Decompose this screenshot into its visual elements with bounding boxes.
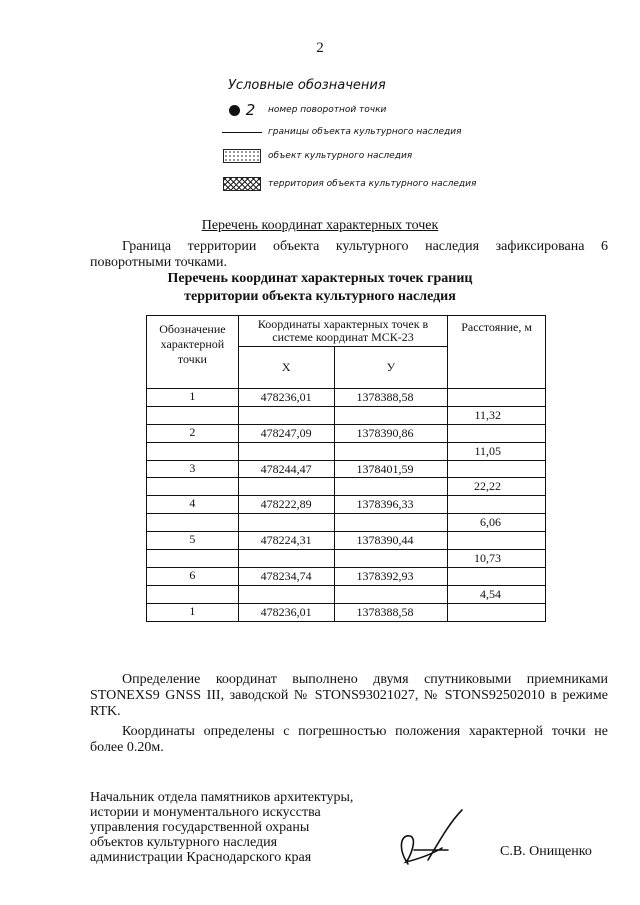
y-coordinate-cell: 1378390,86 [334,424,448,442]
empty-cell [147,406,239,424]
table-row [147,442,546,460]
point-number-cell: 1 [147,389,239,407]
empty-cell [334,550,448,568]
empty-cell [334,585,448,603]
header-coords: Координаты характерных точек в системе координат МСК-23 [238,316,447,347]
solid-line-icon [222,132,262,133]
empty-cell [147,442,239,460]
header-x: X [238,347,334,389]
empty-cell [238,514,334,532]
table-row [147,550,546,568]
y-coordinate-cell: 1378390,44 [334,532,448,550]
empty-cell [334,514,448,532]
legend-item-heritage-object [222,146,412,166]
table-row [147,478,546,496]
legend-item-turning-point [222,100,386,120]
point-number-cell: 1 [147,603,239,621]
signatory-line: объектов культурного наследия [90,835,278,850]
signatory-name: С.В. Онищенко [500,844,592,859]
y-coordinate-cell: 1378388,58 [334,603,448,621]
y-coordinate-cell: 1378401,59 [334,460,448,478]
legend-item-label: территория объекта культурного наследия [268,179,477,189]
distance-cell: 4,54 [448,585,546,603]
table-row [147,514,546,532]
table-row [147,460,546,478]
black-dot-icon [222,101,262,119]
empty-cell [334,442,448,460]
empty-cell [238,478,334,496]
distance-cell: 11,32 [448,406,546,424]
point-number-cell: 5 [147,532,239,550]
x-coordinate-cell: 478247,09 [238,424,334,442]
empty-cell [238,550,334,568]
distance-cell-empty [448,460,546,478]
empty-cell [334,406,448,424]
point-number-cell: 3 [147,460,239,478]
table-row [147,532,546,550]
distance-cell-empty [448,567,546,585]
legend-item-label: границы объекта культурного наследия [268,127,462,137]
table-row [147,567,546,585]
header-distance: Расстояние, м [448,316,546,389]
distance-cell: 22,22 [448,478,546,496]
y-coordinate-cell: 1378392,93 [334,567,448,585]
legend-item-heritage-territory [222,174,476,194]
method-paragraph: Определение координат выполнено двумя спутниковыми приемниками STONEXS9 GNSS III, заводской № STONS93021027, № STONS92502010 в режиме RTK. [90,672,608,719]
distance-cell-empty [448,496,546,514]
point-number-cell: 4 [147,496,239,514]
legend-dot-number: 2 [245,101,256,119]
distance-cell-empty [448,532,546,550]
point-number-cell: 6 [147,567,239,585]
header-point: Обозначение характерной точки [147,316,239,389]
signatory-line: администрации Краснодарского края [90,850,312,865]
speckled-box-icon [222,149,262,163]
distance-cell-empty [448,424,546,442]
legend-item-boundary [222,122,462,142]
empty-cell [334,478,448,496]
x-coordinate-cell: 478224,31 [238,532,334,550]
x-coordinate-cell: 478244,47 [238,460,334,478]
empty-cell [238,585,334,603]
table-title [0,270,640,306]
table-row [147,603,546,621]
table-title-line: Перечень координат характерных точек границ [167,271,473,286]
accuracy-paragraph: Координаты определены с погрешностью положения характерной точки не более 0.20м. [90,724,608,755]
empty-cell [147,514,239,532]
distance-cell: 10,73 [448,550,546,568]
crosshatch-box-icon [222,177,262,191]
empty-cell [147,585,239,603]
handwritten-signature [392,806,468,872]
signatory-line: управления государственной охраны [90,820,310,835]
header-y: У [334,347,448,389]
intro-paragraph: Граница территории объекта культурного наследия зафиксирована 6 поворотными точками. [90,239,608,270]
signatory-position [90,790,353,865]
point-number-cell: 2 [147,424,239,442]
table-row [147,424,546,442]
empty-cell [238,406,334,424]
x-coordinate-cell: 478234,74 [238,567,334,585]
coordinates-table [146,315,546,622]
distance-cell-empty [448,603,546,621]
page-number: 2 [316,40,324,56]
table-row [147,389,546,407]
y-coordinate-cell: 1378396,33 [334,496,448,514]
legend-item-label: объект культурного наследия [268,151,413,161]
y-coordinate-cell: 1378388,58 [334,389,448,407]
legend-title: Условные обозначения [228,78,386,93]
empty-cell [147,478,239,496]
distance-cell: 11,05 [448,442,546,460]
empty-cell [238,442,334,460]
table-title-line: территории объекта культурного наследия [184,289,456,304]
signatory-line: истории и монументального искусства [90,805,321,820]
x-coordinate-cell: 478236,01 [238,389,334,407]
table-row [147,496,546,514]
legend-item-label: номер поворотной точки [268,105,387,115]
x-coordinate-cell: 478222,89 [238,496,334,514]
signatory-line: Начальник отдела памятников архитектуры, [90,790,354,805]
x-coordinate-cell: 478236,01 [238,603,334,621]
empty-cell [147,550,239,568]
distance-cell: 6,06 [448,514,546,532]
table-row [147,406,546,424]
distance-cell-empty [448,389,546,407]
table-row [147,585,546,603]
section-subtitle: Перечень координат характерных точек [201,218,439,233]
